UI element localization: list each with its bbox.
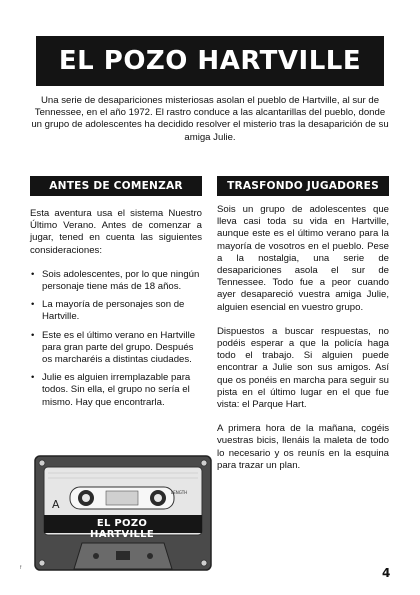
background-paragraph: Dispuestos a buscar respuestas, no podéis esperar a que la policía haga todo el trabajo. Si alguien puede encontrar a Julie son sus amigos. Así que os ponéis en marcha para seguir su pista en el último lugar en el que fue vista: el Parque Hart.: [217, 325, 389, 411]
bullet-icon: •: [31, 299, 35, 311]
bullet-icon: •: [31, 372, 35, 384]
background-paragraph: Sois un grupo de adolescentes que lleva casi toda su vida en Hartville, aunque este es el último verano para la mayoría de vosotros en el pueblo. Pese a la nostalgia, una serie de desapariciones asola el sur de Tennessee. Todo fue a peor cuando ayer desapareció vuestra amiga Julie, alguien esencial en vuestro grupo.: [217, 204, 389, 313]
cassette-icon: [34, 455, 212, 571]
list-item: [30, 299, 202, 323]
right-column: [217, 176, 389, 472]
list-item-text: La mayoría de personajes son de Hartville.: [42, 299, 185, 323]
considerations-list: [30, 269, 202, 409]
cassette-tape-illustration: [34, 455, 212, 571]
page-number: 4: [382, 566, 391, 580]
page-title: EL POZO HARTVILLE: [36, 36, 384, 86]
list-item: [30, 372, 202, 409]
list-item: [30, 269, 202, 293]
list-item-text: Sois adolescentes, por lo que ningún personaje tiene más de 18 años.: [42, 268, 200, 293]
corner-mark: f: [20, 565, 22, 571]
bullet-icon: •: [31, 329, 35, 341]
section-header-antes-de-comenzar: ANTES DE COMENZAR: [30, 176, 202, 196]
section-header-trasfondo-jugadores: TRASFONDO JUGADORES: [217, 176, 389, 196]
cassette-side-label: A: [52, 498, 60, 511]
left-intro-paragraph: Esta aventura usa el sistema Nuestro Último Verano. Antes de comenzar a jugar, tened en cuenta las siguientes consideraciones:: [30, 208, 202, 256]
intro-paragraph: Una serie de desapariciones misteriosas asolan el pueblo de Hartville, al sur de Tennessee, en el año 1972. El rastro conduce a las alcantarillas del pueblo, donde un grupo de adolescentes ha decidido resolver el misterio tras la desaparición de su amiga Julie.: [31, 95, 389, 143]
cassette-length-label: LENGTH: [171, 490, 188, 495]
cassette-title: EL POZO HARTVILLE: [90, 518, 154, 540]
list-item: [30, 330, 202, 367]
bullet-icon: •: [31, 268, 35, 280]
list-item-text: Este es el último verano en Hartville para gran parte del grupo. Después os marcharéis a distintas ciudades.: [42, 329, 196, 366]
background-paragraph: A primera hora de la mañana, cogéis vuestras bicis, llenáis la maleta de todo lo necesario y os reunís en la esquina para trazar un plan.: [217, 423, 389, 471]
list-item-text: Julie es alguien irremplazable para todos. Sin ella, el grupo no sería el mismo. Hay que encontrarla.: [42, 372, 191, 408]
left-column: [30, 176, 202, 415]
